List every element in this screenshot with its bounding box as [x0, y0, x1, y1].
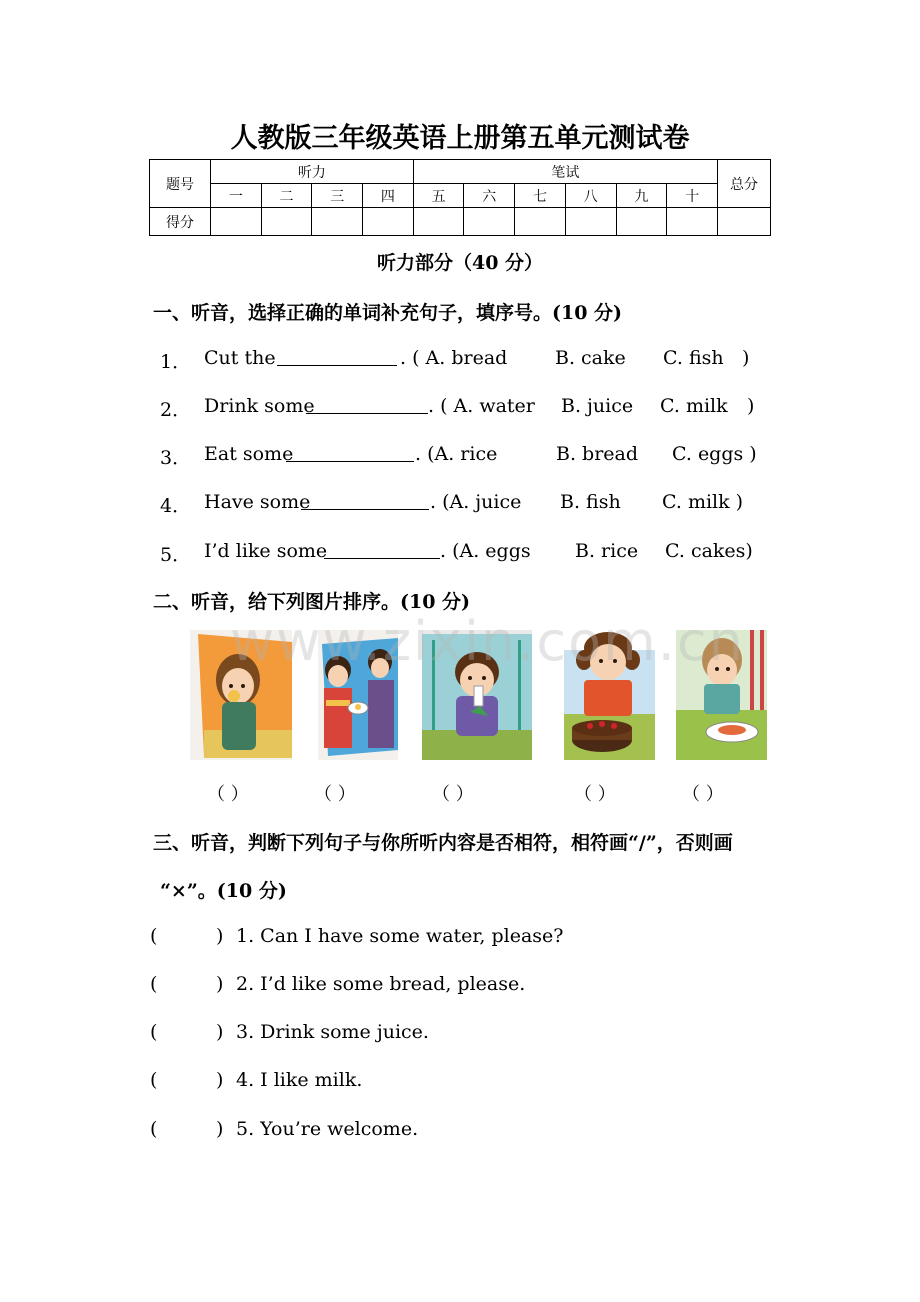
score-cell[interactable] [312, 208, 363, 236]
open-paren: ( [150, 925, 158, 947]
listening-part-heading: 听力部分（40 分） [376, 252, 544, 274]
number-cell: 五 [413, 184, 464, 208]
section1-heading: 一、听音，选择正确的单词补充句子，填序号。(10 分) [153, 302, 623, 324]
close-paren: ) [747, 395, 755, 417]
question-stem: I’d like some [204, 540, 328, 562]
judge-sentence: 5. You’re welcome. [236, 1118, 419, 1140]
option-a: . ( A. water [428, 395, 535, 417]
close-paren: ) [216, 1118, 224, 1140]
close-paren: ) [216, 925, 224, 947]
option-c: C. eggs ) [672, 443, 757, 465]
section3-heading-line2: “×”。(10 分) [160, 880, 287, 902]
score-cell[interactable] [515, 208, 566, 236]
option-a: . (A. eggs [440, 540, 531, 562]
judge-sentence: 4. I like milk. [236, 1069, 363, 1091]
order-blank-5[interactable]: （ ） [682, 784, 724, 805]
number-cell: 八 [565, 184, 616, 208]
number-cell: 六 [464, 184, 515, 208]
question-number-label: 题号 [150, 160, 211, 208]
option-b: B. juice [561, 395, 634, 417]
order-blank-2[interactable]: （ ） [314, 784, 356, 805]
option-b: B. bread [556, 443, 639, 465]
number-cell: 九 [616, 184, 667, 208]
order-blank-4[interactable]: （ ） [574, 784, 616, 805]
question-stem: Eat some [204, 443, 294, 465]
score-cell[interactable] [413, 208, 464, 236]
option-b: B. fish [560, 491, 621, 513]
score-cell[interactable] [667, 208, 718, 236]
open-paren: ( [150, 1069, 158, 1091]
answer-blank[interactable] [301, 491, 429, 510]
answer-blank[interactable] [324, 540, 440, 559]
question-number: 5． [160, 544, 192, 566]
total-header: 总分 [718, 160, 771, 208]
score-cell[interactable] [261, 208, 312, 236]
answer-blank[interactable] [306, 395, 428, 414]
open-paren: ( [150, 1021, 158, 1043]
number-cell: 二 [261, 184, 312, 208]
page-title: 人教版三年级英语上册第五单元测试卷 [230, 123, 690, 154]
option-c: C. milk ) [662, 491, 744, 513]
answer-blank[interactable] [277, 347, 397, 366]
judge-sentence: 2. I’d like some bread, please. [236, 973, 526, 995]
score-cell[interactable] [718, 208, 771, 236]
section3-heading-line1: 三、听音，判断下列句子与你所听内容是否相符，相符画“/”，否则画 [153, 832, 733, 854]
question-stem: Drink some [204, 395, 315, 417]
order-blank-3[interactable]: （ ） [432, 784, 474, 805]
close-paren: ) [216, 973, 224, 995]
question-stem: Have some [204, 491, 311, 513]
written-header: 笔试 [413, 160, 717, 184]
score-cell[interactable] [565, 208, 616, 236]
answer-blank[interactable] [286, 443, 414, 462]
listening-header: 听力 [211, 160, 414, 184]
question-number: 2． [160, 399, 192, 421]
open-paren: ( [150, 973, 158, 995]
score-label: 得分 [150, 208, 211, 236]
question-number: 1． [160, 351, 192, 373]
option-b: B. cake [555, 347, 626, 369]
option-a: . ( A. bread [400, 347, 508, 369]
open-paren: ( [150, 1118, 158, 1140]
number-cell: 三 [312, 184, 363, 208]
score-cell[interactable] [363, 208, 414, 236]
number-cell: 一 [211, 184, 262, 208]
option-c: C. fish [663, 347, 724, 369]
judge-sentence: 1. Can I have some water, please? [236, 925, 564, 947]
score-cell[interactable] [616, 208, 667, 236]
number-cell: 十 [667, 184, 718, 208]
number-cell: 七 [515, 184, 566, 208]
question-number: 4． [160, 495, 192, 517]
judge-sentence: 3. Drink some juice. [236, 1021, 429, 1043]
option-b: B. rice [575, 540, 639, 562]
question-stem: Cut the [204, 347, 276, 369]
close-paren: ) [742, 347, 750, 369]
section2-heading: 二、听音，给下列图片排序。(10 分) [153, 591, 471, 613]
close-paren: ) [216, 1069, 224, 1091]
option-a: . (A. rice [415, 443, 498, 465]
number-cell: 四 [363, 184, 414, 208]
score-cell[interactable] [211, 208, 262, 236]
option-c: C. milk [660, 395, 728, 417]
order-blank-1[interactable]: （ ） [207, 784, 249, 805]
score-table [149, 159, 771, 236]
option-a: . (A. juice [430, 491, 522, 513]
option-c: C. cakes) [665, 540, 753, 562]
score-cell[interactable] [464, 208, 515, 236]
watermark: www.zixin.com.cn [230, 610, 745, 673]
question-number: 3． [160, 447, 192, 469]
close-paren: ) [216, 1021, 224, 1043]
